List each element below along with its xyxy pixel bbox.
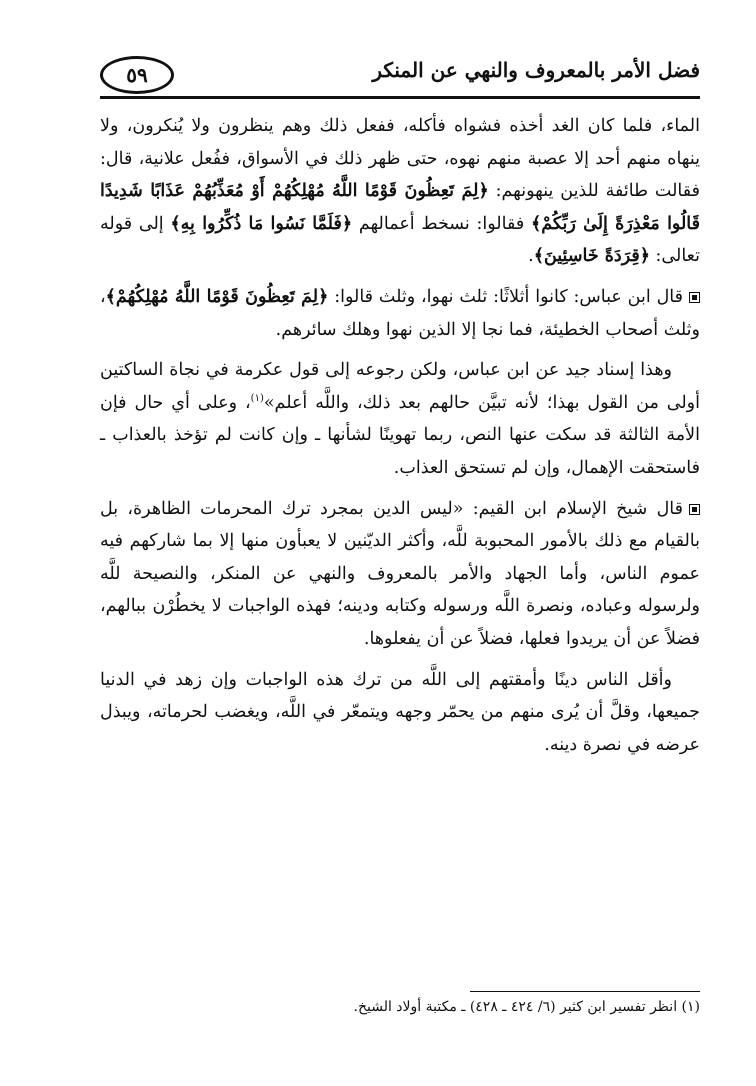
page-number: ٥٩ bbox=[100, 56, 174, 94]
quran-verse: ﴿فَلَمَّا نَسُوا مَا ذُكِّرُوا بِهِ﴾ bbox=[170, 213, 353, 234]
paragraph-2 bbox=[100, 281, 700, 346]
page-body bbox=[100, 110, 700, 761]
paragraph-2-text-b: ، وثلث أصحاب الخطيئة، فما نجا إلا الذين نهوا وهلك سائرهم. bbox=[100, 286, 700, 340]
paragraph-5 bbox=[100, 664, 700, 762]
paragraph-1-text-c: إلى قوله تعالى: bbox=[100, 213, 700, 267]
quran-verse: ﴿لِمَ تَعِظُونَ قَوْمًا اللَّهُ مُهْلِكُهُمْ أَوْ مُعَذِّبُهُمْ عَذَابًا شَدِيدًا قَالُوا مَعْذِرَةً إِلَىٰ رَبِّكُمْ﴾ bbox=[100, 181, 701, 234]
paragraph-4 bbox=[100, 493, 700, 656]
square-bullet-icon bbox=[689, 292, 700, 303]
paragraph-1-text-b: فقالوا: نسخط أعمالهم bbox=[352, 213, 531, 234]
paragraph-2-text-a: قال ابن عباس: كانوا أثلاثًا: ثلث نهوا، وثلث قالوا: bbox=[328, 286, 683, 307]
footnote-marker: (١) bbox=[250, 392, 264, 404]
paragraph-1 bbox=[100, 110, 700, 273]
paragraph-5-text: وأقل الناس دينًا وأمقتهم إلى اللَّه من ترك هذه الواجبات وإن زهد في الدنيا جميعها، وقلَّ أن يُرى منهم من يحمّر وجهه ويتمعّر في اللَّه، ويغضب لحرماته، ويبذل عرضه في نصرة دينه. bbox=[100, 669, 700, 755]
paragraph-3-text-a: وهذا إسناد جيد عن ابن عباس، ولكن رجوعه إلى قول عكرمة في نجاة الساكتين أولى من القول بهذا؛ لأنه تبيَّن حالهم بعد ذلك، واللَّه أعلم» bbox=[100, 360, 700, 413]
paragraph-4-text: قال شيخ الإسلام ابن القيم: «ليس الدين بمجرد ترك المحرمات الظاهرة، بل بالقيام مع ذلك بالأمور المحبوبة للَّه، وأكثر الديّنين لا يعبأون منها إلا بما شاركهم فيه عموم الناس، وأما الجهاد والأمر بالمعروف والنهي عن المنكر، والنصيحة للَّه ولرسوله وعباده، ونصرة اللَّه ورسوله وكتابه ودينه؛ فهذه الواجبات لا يخطُرْن ببالهم، فضلاً عن أن يريدوا فعلها، فضلاً عن أن يفعلوها. bbox=[100, 498, 700, 649]
paragraph-1-text-d: . bbox=[528, 246, 534, 267]
footnote: (١) انظر تفسير ابن كثير (٦/ ٤٢٤ ـ ٤٢٨) ـ مكتبة أولاد الشيخ. bbox=[353, 999, 700, 1015]
paragraph-1-text-a: الماء، فلما كان الغد أخذه فشواه فأكله، ففعل ذلك وهم ينظرون ولا يُنكرون، ولا ينهاه منهم أحد إلا عصبة منهم نهوه، حتى ظهر ذلك في الأسواق، ففُعل علانية، قال: فقالت طائفة للذين ينهونهم: bbox=[100, 116, 700, 202]
quran-verse: ﴿لِمَ تَعِظُونَ قَوْمًا اللَّهُ مُهْلِكُهُمْ﴾ bbox=[105, 286, 329, 307]
page-header bbox=[100, 44, 700, 104]
running-title: فضل الأمر بالمعروف والنهي عن المنكر bbox=[372, 58, 700, 82]
header-divider bbox=[100, 96, 700, 99]
paragraph-3 bbox=[100, 354, 700, 484]
paragraph-3-text-b: ، وعلى أي حال فإن الأمة الثالثة قد سكت عنها النص، ربما تهوينًا لشأنها ـ وإن كانت لم تؤخذ بالعذاب ـ فاستحقت الإهمال، وإن لم تستحق العذاب. bbox=[100, 392, 700, 478]
square-bullet-icon bbox=[689, 504, 700, 515]
quran-verse: ﴿قِرَدَةً خَاسِئِينَ﴾ bbox=[533, 246, 650, 267]
footnote-divider bbox=[470, 991, 700, 992]
